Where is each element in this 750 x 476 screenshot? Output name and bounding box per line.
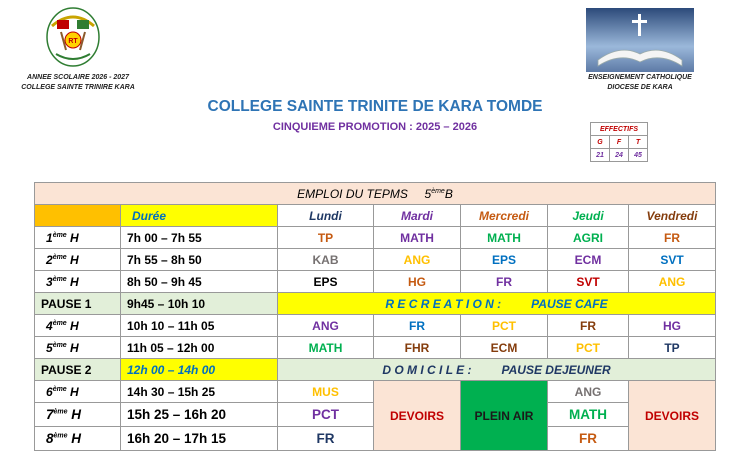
slot-label: 1ème H (35, 227, 121, 249)
slot-time: 7h 00 – 7h 55 (121, 227, 278, 249)
pause1-banner (278, 293, 716, 315)
slot-time: 8h 50 – 9h 45 (121, 271, 278, 293)
slot-label: 5ème H (35, 337, 121, 359)
cell-jeudi: ANG (548, 381, 629, 403)
class-letter: B (444, 186, 453, 201)
effectifs-label: EFFECTIFS (591, 123, 648, 136)
slot-label: 8ème H (35, 427, 121, 451)
cell-mardi: MATH (374, 227, 461, 249)
day-header-jeudi: Jeudi (548, 205, 629, 227)
cell-vendredi: HG (629, 315, 716, 337)
devoirs-vendredi: DEVOIRS (629, 381, 716, 451)
slot-label: 6ème H (35, 381, 121, 403)
cell-jeudi: AGRI (548, 227, 629, 249)
effectif-t-value: 45 (629, 149, 648, 162)
cell-jeudi: FR (548, 315, 629, 337)
slot-time: 7h 55 – 8h 50 (121, 249, 278, 271)
effectif-g-value: 21 (591, 149, 610, 162)
cell-mardi: ANG (374, 249, 461, 271)
pause2-banner (278, 359, 716, 381)
effectif-f-value: 24 (610, 149, 629, 162)
cell-lundi: PCT (278, 403, 374, 427)
cell-jeudi: PCT (548, 337, 629, 359)
day-header-mardi: Mardi (374, 205, 461, 227)
cell-mercredi: EPS (461, 249, 548, 271)
pause-row (35, 359, 716, 381)
timetable-title (35, 183, 716, 205)
cell-mardi: FHR (374, 337, 461, 359)
slot-time: 15h 25 – 16h 20 (121, 403, 278, 427)
pause2-time: 12h 00 – 14h 00 (121, 359, 278, 381)
table-row (35, 381, 716, 403)
pause1-text-b: PAUSE CAFE (531, 296, 608, 311)
school-crest-logo (44, 6, 102, 68)
class-number: 5 (424, 186, 432, 201)
cell-mardi: FR (374, 315, 461, 337)
plein-air-mercredi: PLEIN AIR (461, 381, 548, 451)
duree-header: Durée (121, 205, 278, 227)
pause-row (35, 293, 716, 315)
table-row (35, 271, 716, 293)
timetable-title-text: EMPLOI DU TEPMS (297, 186, 408, 201)
cell-jeudi: FR (548, 427, 629, 451)
slot-time: 14h 30 – 15h 25 (121, 381, 278, 403)
slot-time: 16h 20 – 17h 15 (121, 427, 278, 451)
cell-lundi: EPS (278, 271, 374, 293)
logo-text: RT (68, 38, 78, 45)
slot-label: 2ème H (35, 249, 121, 271)
cell-mercredi: ECM (461, 337, 548, 359)
cell-lundi: ANG (278, 315, 374, 337)
cell-mercredi: FR (461, 271, 548, 293)
day-header-vendredi: Vendredi (629, 205, 716, 227)
cell-jeudi: SVT (548, 271, 629, 293)
day-header-lundi: Lundi (278, 205, 374, 227)
effectifs-table (590, 122, 648, 162)
cell-lundi: TP (278, 227, 374, 249)
pause1-time: 9h45 – 10h 10 (121, 293, 278, 315)
cell-jeudi: MATH (548, 403, 629, 427)
cell-mercredi: PCT (461, 315, 548, 337)
cell-vendredi: FR (629, 227, 716, 249)
timetable-title-row (35, 183, 716, 205)
table-row (35, 315, 716, 337)
effectif-f-label: F (610, 136, 629, 149)
table-row (35, 227, 716, 249)
diocese-block (570, 73, 710, 93)
corner-cell (35, 205, 121, 227)
table-row (35, 249, 716, 271)
day-header-mercredi: Mercredi (461, 205, 548, 227)
cell-vendredi: TP (629, 337, 716, 359)
pause2-label: PAUSE 2 (35, 359, 121, 381)
cell-lundi: MATH (278, 337, 374, 359)
slot-time: 10h 10 – 11h 05 (121, 315, 278, 337)
slot-label: 4ème H (35, 315, 121, 337)
pause1-text-a: R E C R E A T I O N : (385, 296, 502, 311)
pause2-text-a: D O M I C I L E : (382, 362, 472, 377)
cell-lundi: KAB (278, 249, 374, 271)
slot-label: 3ème H (35, 271, 121, 293)
school-year: ANNEE SCOLAIRE 2026 - 2027 (27, 74, 129, 81)
timetable (34, 182, 716, 451)
cell-mercredi: MATH (461, 227, 548, 249)
cell-mardi: HG (374, 271, 461, 293)
devoirs-mardi: DEVOIRS (374, 381, 461, 451)
cell-jeudi: ECM (548, 249, 629, 271)
school-year-block (8, 73, 148, 93)
table-row (35, 337, 716, 359)
effectif-g-label: G (591, 136, 610, 149)
page-title: COLLEGE SAINTE TRINITE DE KARA TOMDE (207, 98, 543, 115)
cell-vendredi: ANG (629, 271, 716, 293)
diocese-name: DIOCESE DE KARA (607, 84, 673, 91)
cell-lundi: MUS (278, 381, 374, 403)
pause1-label: PAUSE 1 (35, 293, 121, 315)
class-sup: ème (431, 187, 445, 195)
catholic-bible-cross-logo (586, 8, 694, 72)
timetable-header-row (35, 205, 716, 227)
promotion-subtitle: CINQUIEME PROMOTION : 2025 – 2026 (272, 121, 478, 133)
effectif-t-label: T (629, 136, 648, 149)
catholic-education: ENSEIGNEMENT CATHOLIQUE (588, 74, 692, 81)
slot-label: 7ème H (35, 403, 121, 427)
pause2-text-b: PAUSE DEJEUNER (501, 362, 611, 377)
cell-lundi: FR (278, 427, 374, 451)
school-name-left: COLLEGE SAINTE TRINIRE KARA (21, 84, 135, 91)
slot-time: 11h 05 – 12h 00 (121, 337, 278, 359)
cell-vendredi: SVT (629, 249, 716, 271)
